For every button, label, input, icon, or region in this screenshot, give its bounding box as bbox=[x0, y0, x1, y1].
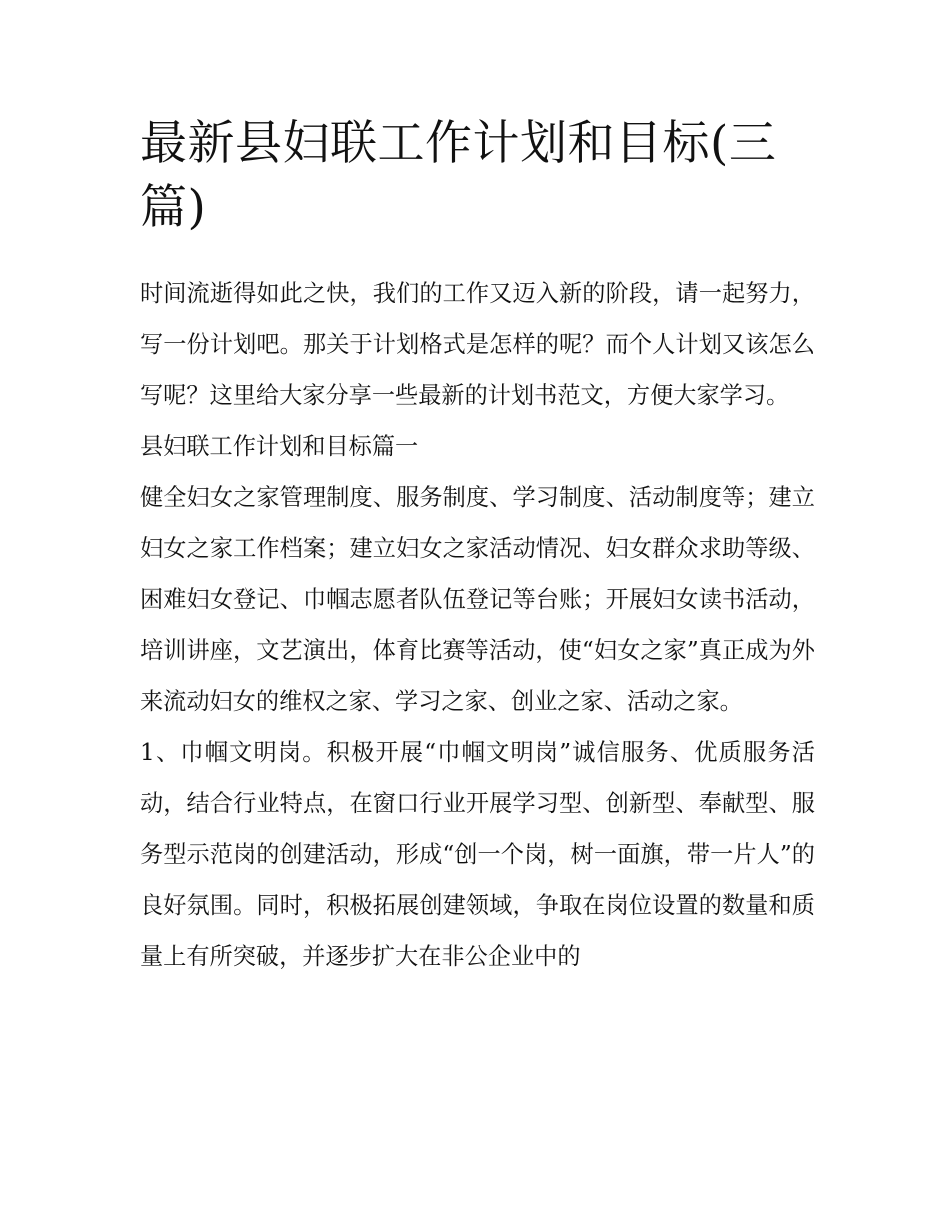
section-heading: 县妇联工作计划和目标篇一 bbox=[140, 433, 419, 460]
document-body bbox=[140, 112, 815, 982]
intro-paragraph: 时间流逝得如此之快，我们的工作又迈入新的阶段，请一起努力，写一份计划吧。那关于计划格式是怎样的呢？而个人计划又该怎么写呢？这里给大家分享一些最新的计划书范文，方便大家学习。 bbox=[140, 280, 815, 409]
document-title: 最新县妇联工作计划和目标(三篇) bbox=[140, 116, 777, 235]
body-paragraph-2: 1、巾帼文明岗。积极开展“巾帼文明岗”诚信服务、优质服务活动，结合行业特点，在窗口行业开展学习型、创新型、奉献型、服务型示范岗的创建活动，形成“创一个岗，树一面旗，带一片人”的良好氛围。同时，积极拓展创建领域，争取在岗位设置的数量和质量上有所突破，并逐步扩大在非公企业中的 bbox=[140, 739, 815, 970]
body-paragraph-1: 健全妇女之家管理制度、服务制度、学习制度、活动制度等；建立妇女之家工作档案；建立妇女之家活动情况、妇女群众求助等级、困难妇女登记、巾帼志愿者队伍登记等台账；开展妇女读书活动，培训讲座，文艺演出，体育比赛等活动，使“妇女之家”真正成为外来流动妇女的维权之家、学习之家、创业之家、活动之家。 bbox=[140, 484, 815, 715]
